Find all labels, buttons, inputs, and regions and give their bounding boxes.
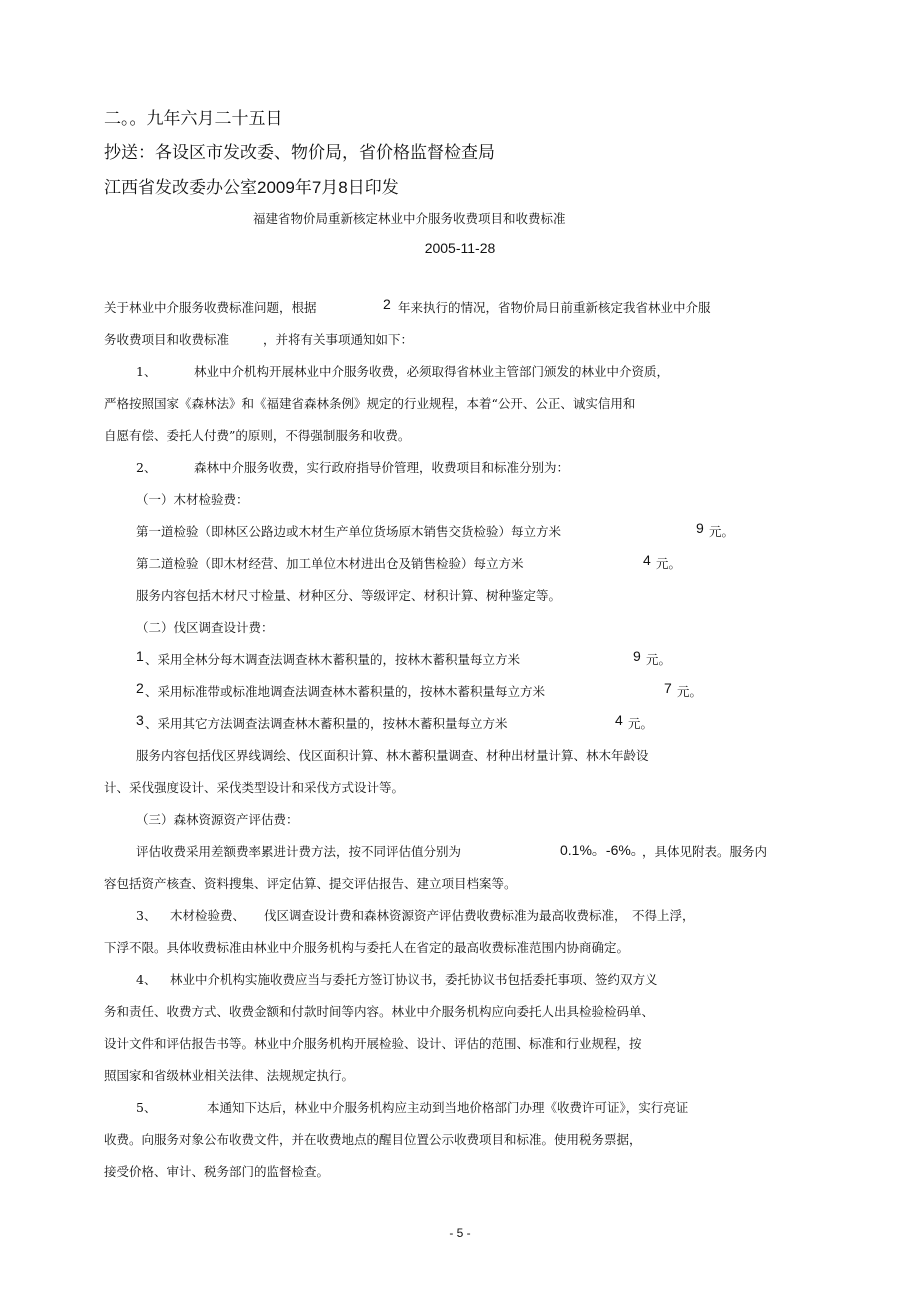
item1-number: 1、	[136, 364, 157, 379]
print-suffix: 日印发	[347, 178, 399, 198]
page-number: - 5 -	[449, 1226, 471, 1240]
sec3-line-1a: 评估收费采用差额费率累进计费方法，按不同评估值分别为	[136, 844, 462, 859]
sec2-3-unit: 元。	[628, 716, 654, 731]
item3-text-c: 不得上浮，	[632, 908, 695, 923]
print-month-char: 月	[321, 178, 339, 198]
item3-line-2: 下浮不限。具体收费标准由林业中介服务机构与委托人在省定的最高收费标准范围内协商确定。	[104, 940, 630, 955]
item1-line-2: 严格按照国家《森林法》和《福建省森林条例》规定的行业规程，本着“公开、公正、诚实信用和	[104, 396, 636, 411]
sec2-2-unit: 元。	[677, 684, 703, 699]
sec2-3-text: 、采用其它方法调查法调查林木蓄积量的，按林木蓄积量每立方米	[145, 716, 508, 731]
item5-line-1: 本通知下达后，林业中介服务机构应主动到当地价格部门办理《收费许可证》，实行亮证	[207, 1100, 689, 1115]
item1-line-3: 自愿有偿、委托人付费”的原则，不得强制服务和收费。	[104, 428, 411, 443]
item4-line-1: 林业中介机构实施收费应当与委托方签订协议书，委托协议书包括委托事项、签约双方义	[170, 972, 658, 987]
sec2-2-value: 7	[664, 680, 672, 696]
sec1-a-text: 第一道检验（即林区公路边或木材生产单位货场原木销售交货检验）每立方米	[136, 524, 562, 539]
item3-text-a: 木材检验费、	[170, 908, 246, 923]
sec2-scope-line-2: 计、采伐强度设计、采伐类型设计和采伐方式设计等。	[104, 780, 405, 795]
cc-line: 抄送：各设区市发改委、物价局，省价格监督检查局	[104, 143, 495, 163]
print-line	[104, 173, 399, 198]
item3-number: 3、	[136, 908, 157, 923]
sec2-1-value: 9	[633, 648, 641, 664]
sec2-title: （二）伐区调查设计费：	[136, 620, 274, 635]
sec2-scope-line-1: 服务内容包括伐区界线调绘、伐区面积计算、林木蓄积量调查、材种出材量计算、林木年龄设	[136, 748, 649, 763]
sec3-line-1b: ，具体见附表。服务内	[642, 844, 768, 859]
sec2-1-number: 1	[136, 648, 144, 664]
sec1-a-unit: 元。	[709, 524, 735, 539]
intro-number: 2	[383, 296, 391, 312]
print-day: 8	[338, 178, 348, 197]
intro-line-2a: 务收费项目和收费标准	[104, 332, 230, 347]
item1-line-1: 林业中介机构开展林业中介服务收费，必须取得省林业主管部门颁发的林业中介资质，	[194, 364, 670, 379]
notice-date: 2005-11-28	[424, 240, 496, 256]
sec2-2-number: 2	[136, 680, 144, 696]
sec1-b-text: 第二道检验（即木材经营、加工单位木材进出仓及销售检验）每立方米	[136, 556, 524, 571]
notice-title: 福建省物价局重新核定林业中介服务收费项目和收费标准	[253, 211, 566, 226]
intro-text-b: 年来执行的情况，省物价局日前重新核定我省林业中介服	[398, 300, 711, 315]
sec3-title: （三）森林资源资产评估费：	[136, 812, 299, 827]
sec2-3-value: 4	[615, 712, 623, 728]
print-prefix: 江西省发改委办公室	[104, 178, 257, 198]
sec2-2-text: 、采用标准带或标准地调查法调查林木蓄积量的，按林木蓄积量每立方米	[145, 684, 546, 699]
issue-date-line: 二。。九年六月二十五日	[104, 109, 283, 129]
item4-line-4: 照国家和省级林业相关法律、法规规定执行。	[104, 1068, 355, 1083]
sec2-1-unit: 元。	[646, 652, 672, 667]
print-year: 2009	[257, 178, 295, 197]
intro-text-a: 关于林业中介服务收费标准问题，根据	[104, 300, 317, 315]
intro-line-1	[104, 298, 317, 316]
sec1-scope: 服务内容包括木材尺寸检量、材种区分、等级评定、材积计算、树种鉴定等。	[136, 588, 562, 603]
item5-number: 5、	[136, 1100, 157, 1115]
sec1-b-number: 4	[643, 552, 651, 568]
sec2-1-text: 、采用全林分每木调查法调查林木蓄积量的，按林木蓄积量每立方米	[145, 652, 521, 667]
item2-line-1: 森林中介服务收费，实行政府指导价管理，收费项目和标准分别为：	[194, 460, 570, 475]
item4-line-2: 务和责任、收费方式、收费金额和付款时间等内容。林业中介服务机构应向委托人出具检验检码单、	[104, 1004, 655, 1019]
item5-line-2: 收费。向服务对象公布收费文件，并在收费地点的醒目位置公示收费项目和标准。使用税务票据，	[104, 1132, 642, 1147]
sec1-b-unit: 元。	[656, 556, 682, 571]
sec2-3-number: 3	[136, 712, 144, 728]
print-year-char: 年	[294, 178, 312, 198]
sec3-line-2: 容包括资产核查、资料搜集、评定估算、提交评估报告、建立项目档案等。	[104, 876, 517, 891]
item4-line-3: 设计文件和评估报告书等。林业中介服务机构开展检验、设计、评估的范围、标准和行业规程，按	[104, 1036, 642, 1051]
item5-line-3: 接受价格、审计、税务部门的监督检查。	[104, 1164, 330, 1179]
sec3-rate-range: 0.1%。-6%。	[560, 842, 645, 858]
print-month: 7	[311, 178, 322, 197]
sec1-title: （一）木材检验费：	[136, 492, 249, 507]
item3-text-b: 伐区调查设计费和森林资源资产评估费收费标准为最高收费标准，	[264, 908, 627, 923]
item4-number: 4、	[136, 972, 157, 987]
sec1-a-number: 9	[696, 520, 704, 536]
intro-line-2b: ，并将有关事项通知如下：	[263, 332, 414, 347]
item2-number: 2、	[136, 460, 157, 475]
